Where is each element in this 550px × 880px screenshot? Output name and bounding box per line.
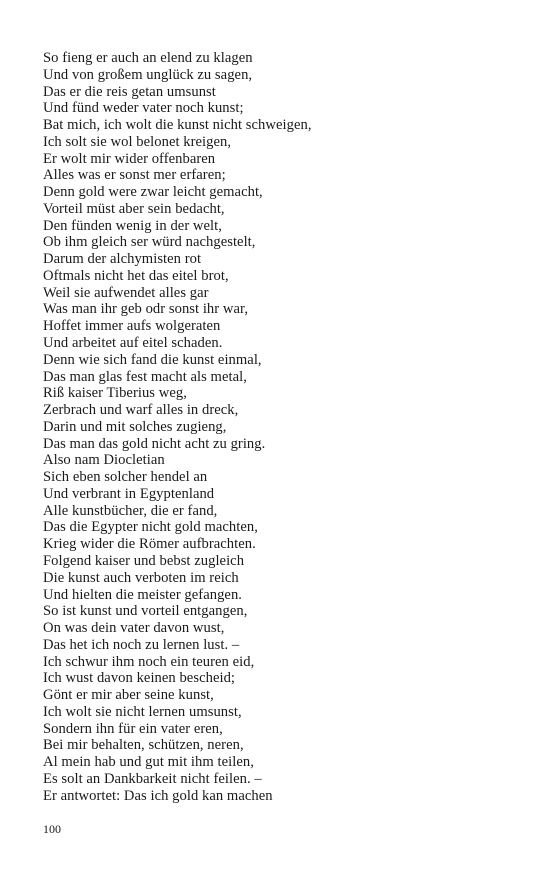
poem-line: Das er die reis getan umsunst: [43, 83, 216, 100]
poem-line: Die kunst auch verboten im reich: [43, 569, 239, 586]
poem-line: Bat mich, ich wolt die kunst nicht schweigen,: [43, 117, 312, 134]
poem-line: Ob ihm gleich ser würd nachgestelt,: [43, 234, 256, 251]
poem-line: Krieg wider die Römer aufbrachten.: [43, 536, 256, 553]
poem-line: Er antwortet: Das ich gold kan machen: [43, 787, 273, 804]
poem-line: Also nam Diocletian: [43, 452, 165, 469]
poem-line: Und arbeitet auf eitel schaden.: [43, 335, 223, 352]
poem-line: Sich eben solcher hendel an: [43, 469, 208, 486]
poem-line: Das man glas fest macht als metal,: [43, 368, 247, 385]
poem-text: [43, 50, 513, 804]
page-number: 100: [43, 822, 61, 836]
poem-line: Hoffet immer aufs wolgeraten: [43, 318, 221, 335]
poem-line: Vorteil müst aber sein bedacht,: [43, 200, 225, 217]
poem-line: Darin und mit solches zugieng,: [43, 418, 227, 435]
poem-line: Es solt an Dankbarkeit nicht feilen. –: [43, 770, 262, 787]
poem-line: Das man das gold nicht acht zu gring.: [43, 435, 266, 452]
poem-line: Al mein hab und gut mit ihm teilen,: [43, 754, 254, 771]
poem-line: Denn wie sich fand die kunst einmal,: [43, 351, 262, 368]
poem-line: Ich wust davon keinen bescheid;: [43, 670, 236, 687]
poem-line: Und verbrant in Egyptenland: [43, 485, 215, 502]
poem-line: Ich schwur ihm noch ein teuren eid,: [43, 653, 255, 670]
poem-line: Alles was er sonst mer erfaren;: [43, 167, 226, 184]
poem-line: So ist kunst und vorteil entgangen,: [43, 603, 248, 620]
poem-line: Ich solt sie wol belonet kreigen,: [43, 133, 232, 150]
poem-line: Oftmals nicht het das eitel brot,: [43, 267, 229, 284]
poem-line: Denn gold were zwar leicht gemacht,: [43, 184, 263, 201]
poem-line: Zerbrach und warf alles in dreck,: [43, 402, 239, 419]
poem-line: Sondern ihn für ein vater eren,: [43, 720, 223, 737]
poem-line: Und fünd weder vater noch kunst;: [43, 100, 244, 117]
poem-line: Riß kaiser Tiberius weg,: [43, 385, 187, 402]
poem-line: Darum der alchymisten rot: [43, 251, 202, 268]
poem-line: So fieng er auch an elend zu klagen: [43, 50, 253, 66]
poem-line: On was dein vater davon wust,: [43, 620, 225, 637]
poem-line: Was man ihr geb odr sonst ihr war,: [43, 301, 249, 318]
poem-line: Folgend kaiser und bebst zugleich: [43, 552, 245, 569]
poem-line: Er wolt mir wider offenbaren: [43, 150, 216, 167]
poem-line: Das het ich noch zu lernen lust. –: [43, 636, 240, 653]
poem-line: Ich wolt sie nicht lernen umsunst,: [43, 703, 242, 720]
poem-line: Und hielten die meister gefangen.: [43, 586, 243, 603]
poem-line: Bei mir behalten, schützen, neren,: [43, 737, 244, 754]
poem-line: Gönt er mir aber seine kunst,: [43, 687, 214, 704]
poem-line: Alle kunstbücher, die er fand,: [43, 502, 218, 519]
poem-line: Und von großem unglück zu sagen,: [43, 66, 253, 83]
poem-line: Den fünden wenig in der welt,: [43, 217, 222, 234]
poem-line: Weil sie aufwendet alles gar: [43, 284, 209, 301]
poem-line: Das die Egypter nicht gold machten,: [43, 519, 258, 536]
